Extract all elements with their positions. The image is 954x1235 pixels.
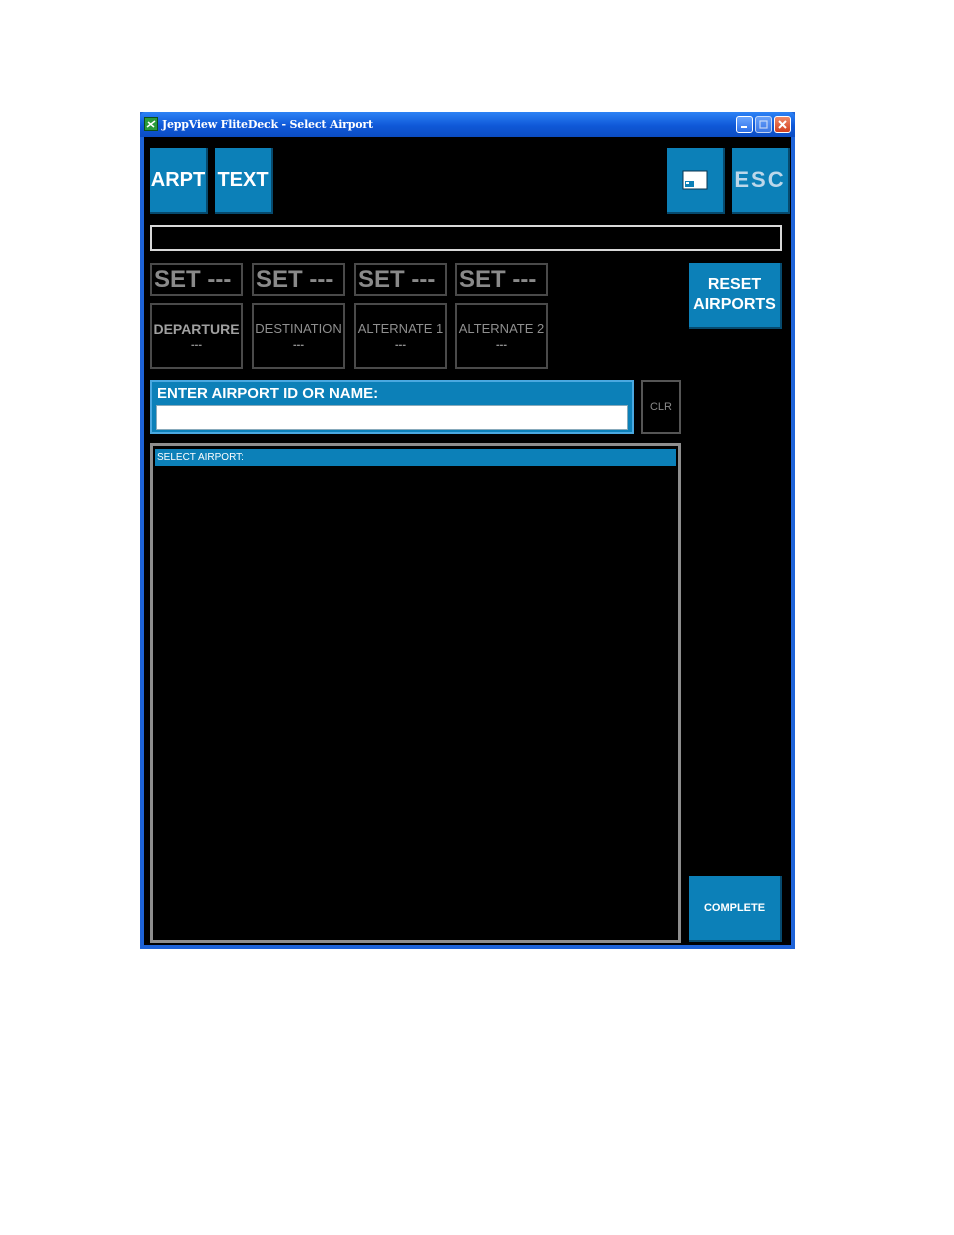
text-button[interactable]: TEXT [215, 148, 273, 214]
reset-airports-button[interactable] [689, 263, 782, 329]
esc-button[interactable] [732, 148, 790, 214]
airport-search-input[interactable] [156, 405, 628, 430]
client-area [144, 137, 791, 945]
minimize-icon[interactable] [736, 116, 753, 133]
alternate-2-slot[interactable] [455, 303, 548, 369]
app-icon [144, 117, 158, 131]
set-departure-button[interactable]: SET --- [150, 263, 243, 296]
slot-value: --- [395, 339, 406, 351]
reset-label-line1: RESET [707, 276, 762, 293]
status-bar [150, 225, 782, 251]
clear-button[interactable]: CLR [641, 380, 681, 434]
app-window [140, 112, 795, 949]
slot-label: ALTERNATE 2 [458, 321, 545, 336]
airport-list-header: SELECT AIRPORT: [155, 449, 676, 466]
slot-label: ALTERNATE 1 [357, 321, 444, 336]
esc-label: ESC [734, 167, 786, 192]
alternate-1-slot[interactable] [354, 303, 447, 369]
departure-slot[interactable] [150, 303, 243, 369]
set-destination-button[interactable]: SET --- [252, 263, 345, 296]
window-title: JeppView FliteDeck - Select Airport [162, 118, 373, 131]
complete-button[interactable]: COMPLETE [689, 876, 782, 942]
slot-value: --- [293, 339, 304, 351]
airport-entry-panel [150, 380, 634, 434]
slot-label: DEPARTURE [153, 321, 240, 337]
title-bar[interactable] [140, 112, 795, 137]
airport-entry-label: ENTER AIRPORT ID OR NAME: [157, 385, 379, 402]
close-icon[interactable] [774, 116, 791, 133]
slot-value: --- [496, 339, 507, 351]
airport-list[interactable] [150, 443, 681, 943]
slot-value: --- [191, 339, 202, 351]
maximize-icon[interactable] [755, 116, 772, 133]
set-alternate-1-button[interactable]: SET --- [354, 263, 447, 296]
destination-slot[interactable] [252, 303, 345, 369]
reset-label-line2: AIRPORTS [693, 296, 776, 313]
set-alternate-2-button[interactable]: SET --- [455, 263, 548, 296]
arpt-button[interactable]: ARPT [150, 148, 208, 214]
slot-label: DESTINATION [255, 321, 342, 336]
window-dock-icon [682, 170, 708, 190]
dock-button[interactable] [667, 148, 725, 214]
